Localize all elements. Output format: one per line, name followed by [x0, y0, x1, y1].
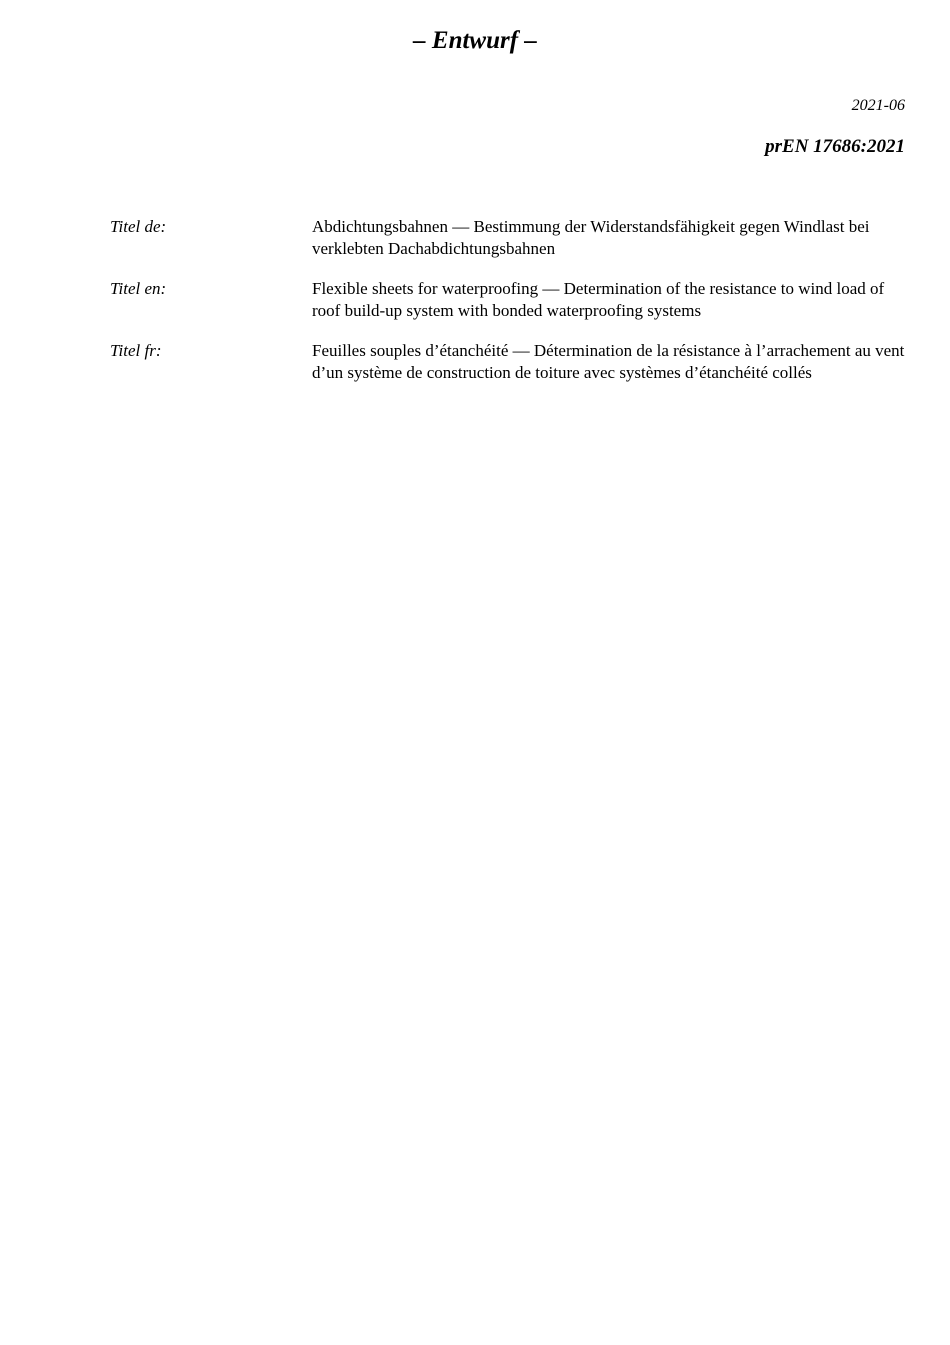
title-label-de: Titel de: [110, 217, 167, 236]
title-label-en: Titel en: [110, 279, 167, 298]
title-text-de: Abdichtungsbahnen — Bestimmung der Widerstandsfähigkeit gegen Windlast bei verklebten Dachabdichtungsbahnen [312, 217, 870, 258]
draft-banner: – Entwurf – [413, 27, 537, 54]
title-text-fr: Feuilles souples d’étanchéité — Détermination de la résistance à l’arrachement au vent d’un système de construction de toiture avec systèmes d’étanchéité collés [312, 341, 905, 382]
title-row-fr [110, 340, 910, 383]
title-row-en [110, 278, 910, 321]
title-row-de [110, 216, 910, 259]
title-text-en: Flexible sheets for waterproofing — Determination of the resistance to wind load of roof build-up system with bonded waterproofing systems [312, 279, 885, 320]
document-number: prEN 17686:2021 [765, 136, 905, 157]
document-date: 2021-06 [851, 97, 905, 114]
title-block [110, 216, 910, 402]
title-label-fr: Titel fr: [110, 341, 162, 360]
